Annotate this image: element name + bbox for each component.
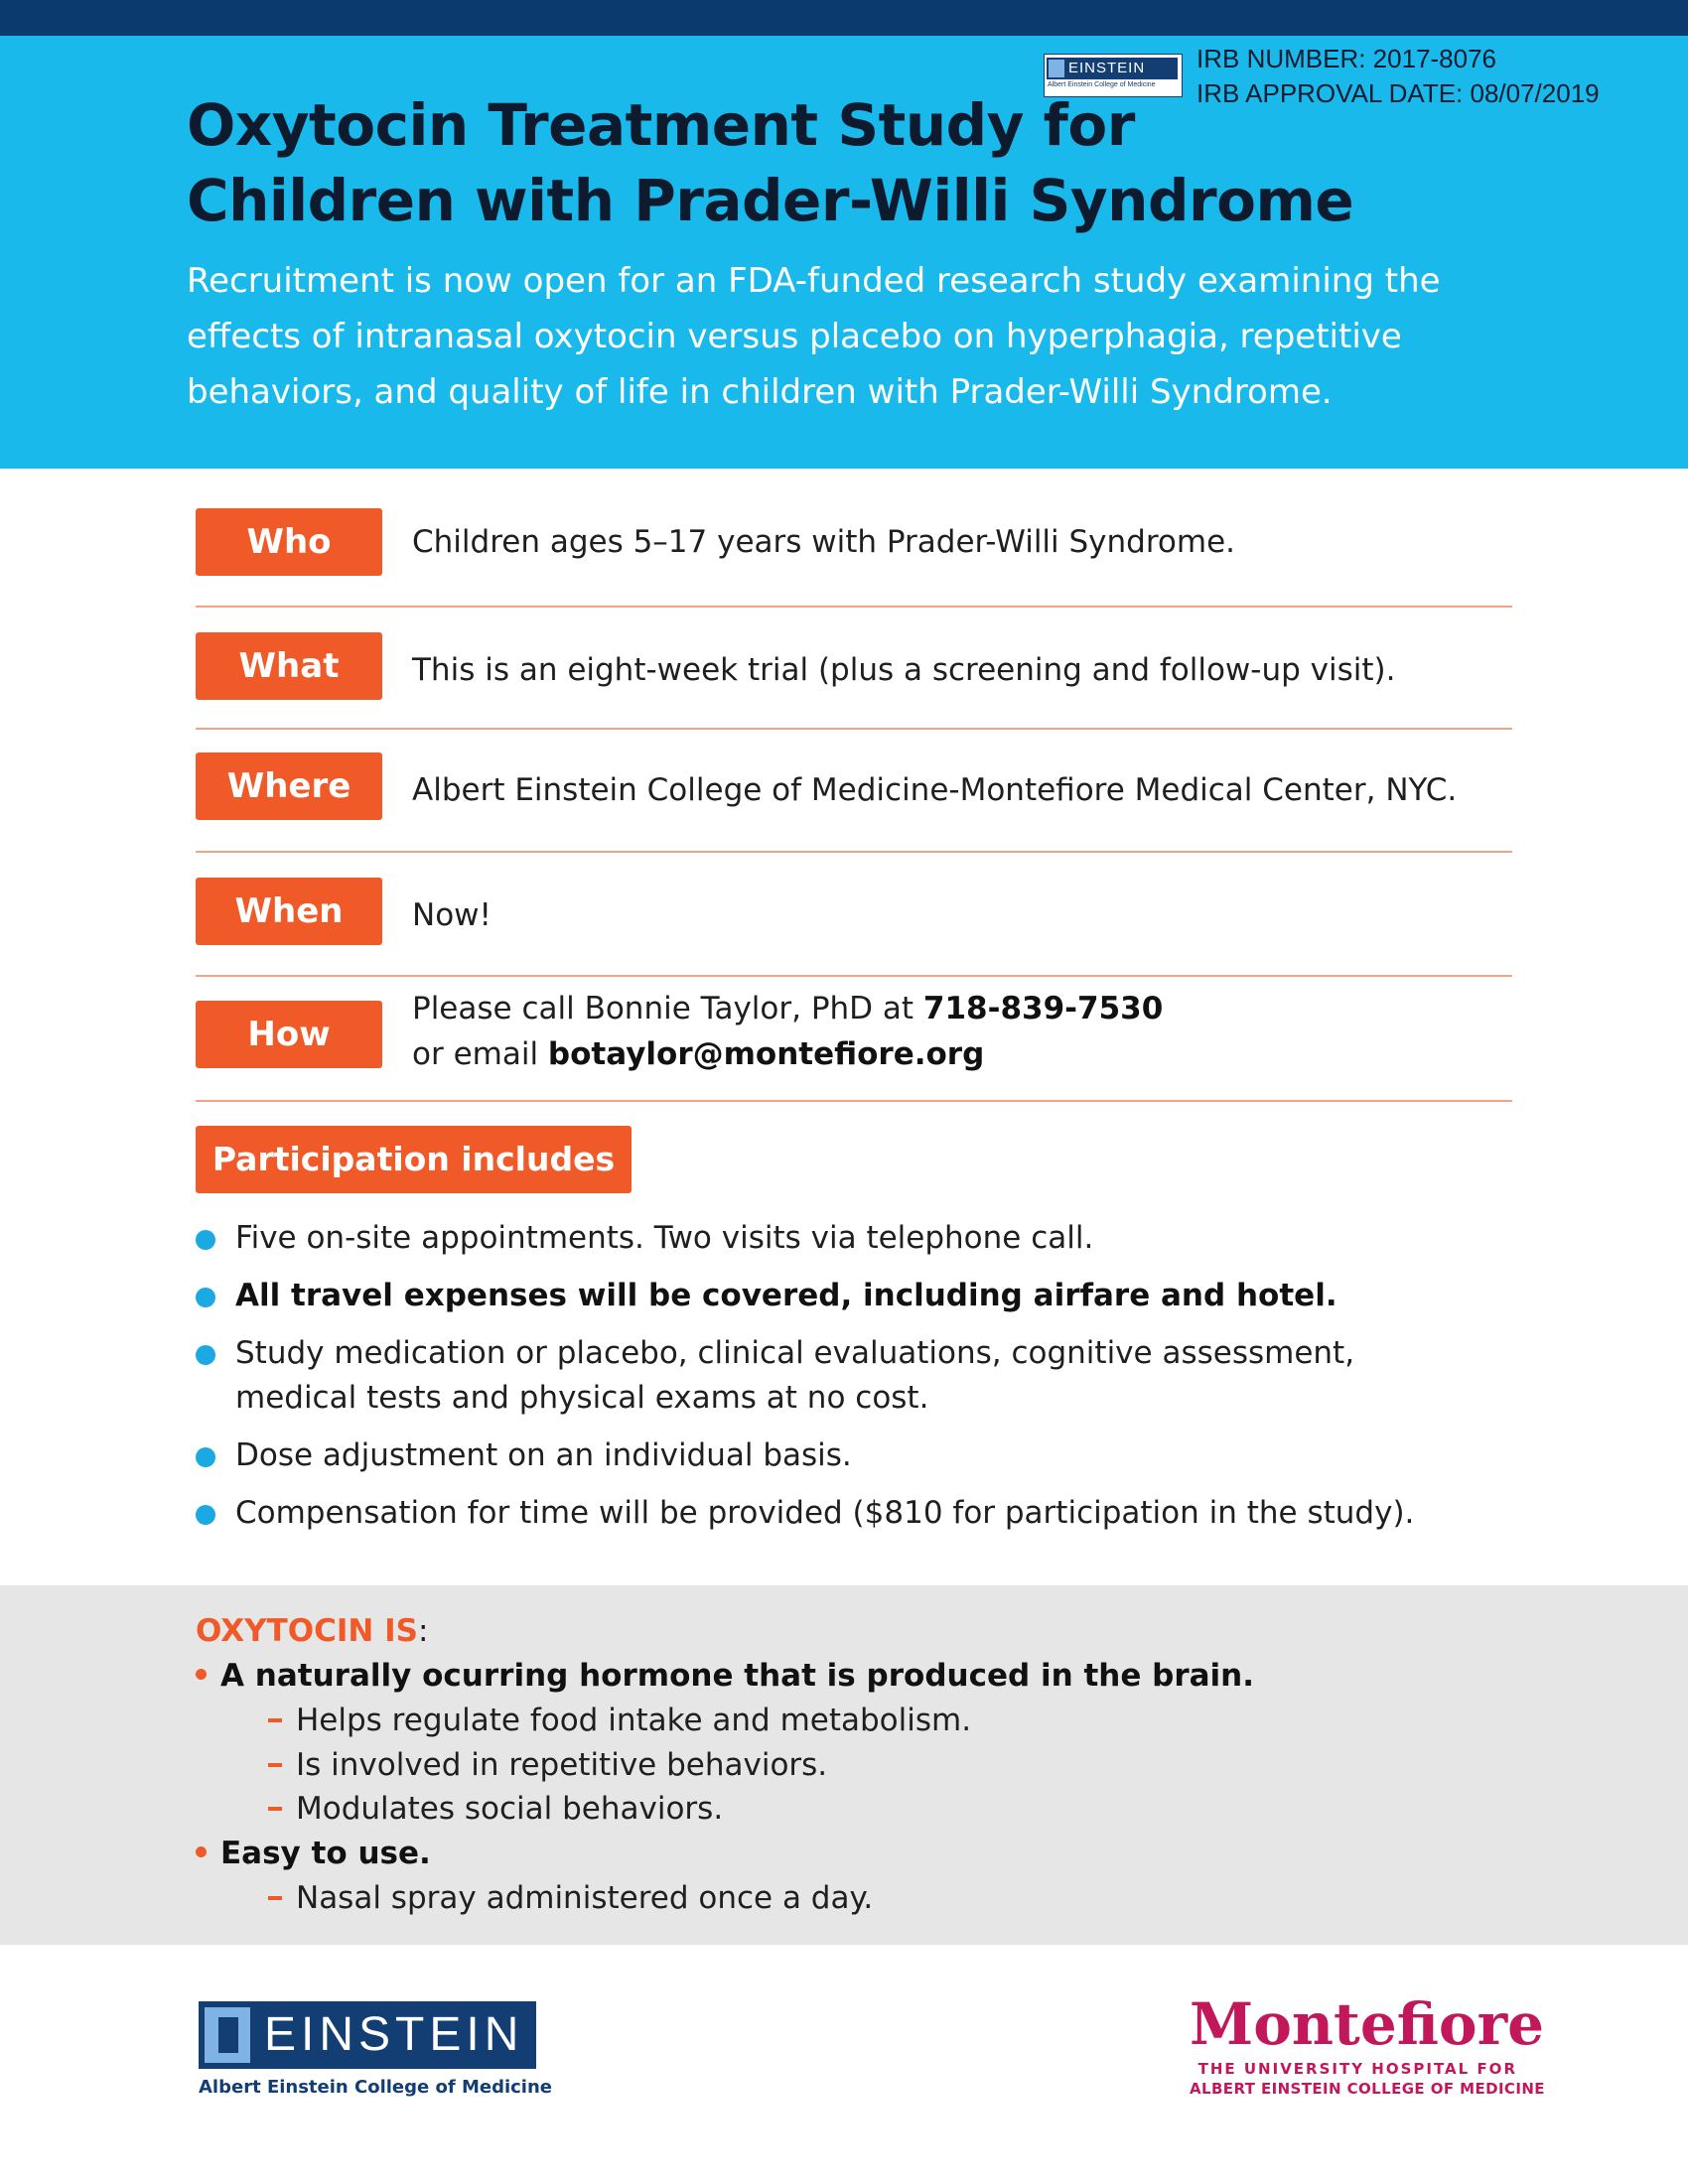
who-text: Children ages 5–17 years with Prader-Willi Syndrome. <box>412 524 1236 560</box>
how-call-text: Please call Bonnie Taylor, PhD at <box>412 991 923 1026</box>
divider <box>196 975 1512 977</box>
email-link[interactable]: botaylor@montefiore.org <box>547 1036 985 1072</box>
stamp-logo-text: EINSTEIN <box>1068 60 1146 76</box>
who-tag: Who <box>196 508 382 576</box>
where-text: Albert Einstein College of Medicine-Montefiore Medical Center, NYC. <box>412 772 1458 808</box>
montefiore-logo-tagline-1: THE UNIVERSITY HOSPITAL FOR <box>1197 2060 1517 2078</box>
einstein-logo-name: EINSTEIN <box>264 2008 524 2061</box>
einstein-logo <box>199 2001 552 2101</box>
list-item: Dose adjustment on an individual basis. <box>196 1433 1506 1478</box>
how-text-line2 <box>412 1032 984 1077</box>
irb-number: IRB NUMBER: 2017-8076 <box>1196 44 1497 73</box>
participation-heading: Participation includes <box>196 1126 632 1193</box>
list-item: Five on-site appointments. Two visits via telephone call. <box>196 1216 1506 1261</box>
bullet-icon <box>196 1669 207 1680</box>
where-tag: Where <box>196 752 382 820</box>
when-text: Now! <box>412 897 492 933</box>
oxytocin-heading: OXYTOCIN IS: <box>196 1613 429 1649</box>
page-title: Oxytocin Treatment Study for Children with Prader-Willi Syndrome <box>187 91 1354 234</box>
when-tag: When <box>196 878 382 945</box>
divider <box>196 851 1512 853</box>
divider <box>196 1100 1512 1102</box>
montefiore-logo-tagline-2: ALBERT EINSTEIN COLLEGE OF MEDICINE <box>1190 2080 1545 2098</box>
participation-list <box>196 1216 1506 1549</box>
dash-icon <box>268 1763 282 1767</box>
stamp-logo-subtext: Albert Einstein College of Medicine <box>1048 81 1156 88</box>
intro-paragraph: Recruitment is now open for an FDA-funded research study examining the effects of intranasal oxytocin versus placebo on hyperphagia, repetitive behaviors, and quality of life in children with Prader-Willi Syndrome. <box>187 261 1441 412</box>
list-item: All travel expenses will be covered, including airfare and hotel. <box>196 1274 1506 1318</box>
oxytocin-subpoint: Nasal spray administered once a day. <box>268 1876 873 1920</box>
oxytocin-point-easy: Easy to use. <box>196 1832 431 1875</box>
top-bar <box>0 0 1688 36</box>
phone-number[interactable]: 718-839-7530 <box>922 991 1164 1026</box>
irb-approval-date: IRB APPROVAL DATE: 08/07/2019 <box>1196 78 1600 108</box>
bullet-icon <box>196 1230 215 1250</box>
montefiore-logo-name: Montefiore <box>1190 1990 1545 2058</box>
list-item: Compensation for time will be provided ($810 for participation in the study). <box>196 1491 1506 1536</box>
montefiore-logo <box>1190 1989 1545 2109</box>
dash-icon <box>268 1896 282 1900</box>
bullet-icon <box>196 1447 215 1467</box>
how-text-line1 <box>412 987 1163 1031</box>
dash-icon <box>268 1807 282 1811</box>
bullet-icon <box>196 1505 215 1525</box>
what-text: This is an eight-week trial (plus a screening and follow-up visit). <box>412 652 1396 688</box>
bullet-icon <box>196 1288 215 1307</box>
bullet-icon <box>196 1345 215 1365</box>
oxytocin-subpoint: Is involved in repetitive behaviors. <box>268 1743 827 1787</box>
bullet-icon <box>196 1846 207 1857</box>
how-tag: How <box>196 1001 382 1068</box>
what-tag: What <box>196 632 382 700</box>
einstein-emblem-icon <box>205 2007 250 2063</box>
list-item: Study medication or placebo, clinical evaluations, cognitive assessment, medical tests and physical exams at no cost. <box>196 1331 1506 1421</box>
divider <box>196 728 1512 730</box>
oxytocin-subpoint: Modulates social behaviors. <box>268 1787 723 1831</box>
einstein-emblem-icon <box>1049 60 1064 77</box>
oxytocin-subpoint: Helps regulate food intake and metabolism. <box>268 1699 971 1742</box>
dash-icon <box>268 1718 282 1722</box>
divider <box>196 606 1512 608</box>
how-email-text: or email <box>412 1036 548 1072</box>
einstein-logo-subtitle: Albert Einstein College of Medicine <box>199 2077 552 2098</box>
oxytocin-point-hormone: A naturally ocurring hormone that is produced in the brain. <box>196 1654 1254 1698</box>
